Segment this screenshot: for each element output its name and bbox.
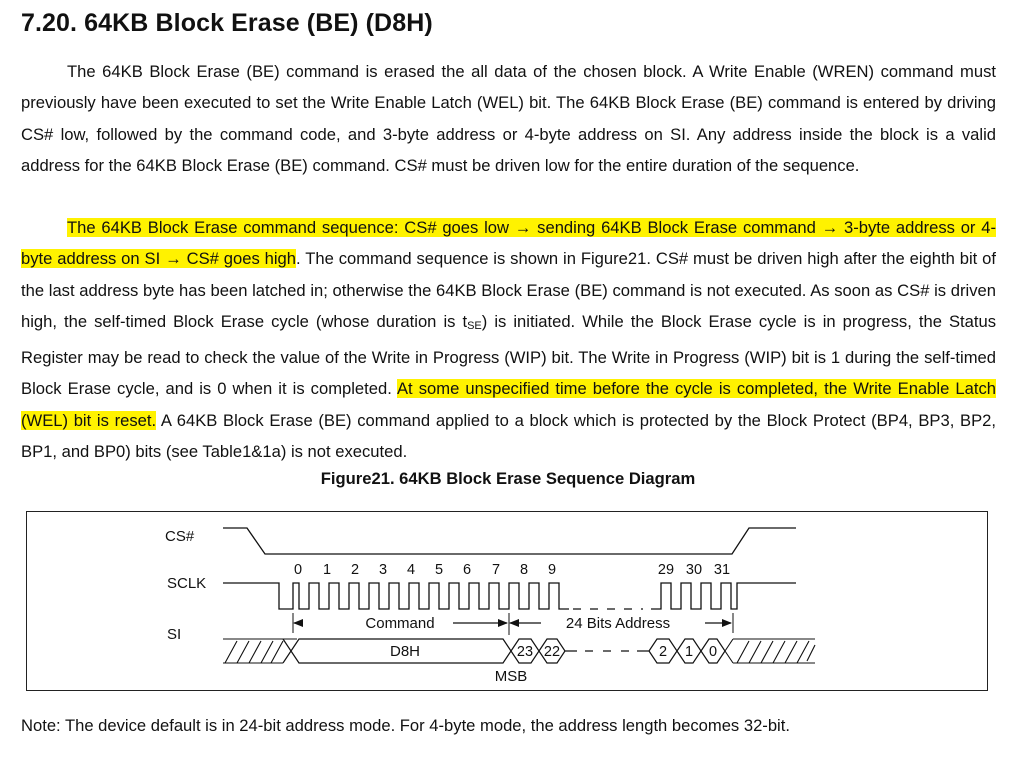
paragraph-text: . The command sequence is shown in Figure21. CS# must be driven high after the eighth bit of the last address byte has been latched in; otherwise the 64KB Block Erase (BE) command is not executed. As soon as CS# is driven high, the self-timed Block Erase cycle (whose duration is t [21,249,996,331]
timing-diagram [26,511,988,691]
clock-number: 30 [685,562,703,578]
clock-number: 3 [378,562,388,578]
clock-number: 9 [547,562,557,578]
clock-number: 2 [350,562,360,578]
si-signal-label: SI [167,626,182,643]
highlight-wel-reset: At some unspecified time before the cycle is completed, the Write Enable Latch (WEL) bit is reset. [21,379,996,430]
address-label: 24 Bits Address [565,615,671,632]
address-bit-label: 22 [543,644,561,660]
paragraph-text: A 64KB Block Erase (BE) command applied to a block which is protected by the Block Protect (BP4, BP3, BP2, BP1, and BP0) bits (see Table1&1a) is not executed. [21,410,996,462]
clock-number-labels [294,562,730,578]
opcode-label: D8H [389,643,421,660]
si-dont-care-right [725,639,815,663]
clock-number: 0 [293,562,303,578]
address-bit-label: 2 [658,644,668,660]
section-heading: 7.20. 64KB Block Erase (BE) (D8H) [21,9,433,37]
clock-number: 8 [519,562,529,578]
clock-number: 29 [657,562,675,578]
footnote: Note: The device default is in 24-bit address mode. For 4-byte mode, the address length becomes 32-bit. [21,716,790,735]
clock-number: 5 [434,562,444,578]
msb-label: MSB [494,668,528,685]
figure-caption: Figure21. 64KB Block Erase Sequence Diagram [320,469,696,488]
subscript-se: SE [467,319,482,332]
description-paragraph: The 64KB Block Erase (BE) command is erased the all data of the chosen block. A Write Enable (WREN) command must previously have been executed to set the Write Enable Latch (WEL) bit. The 64KB Block Erase (BE) command is entered by driving CS# low, followed by the command code, and 3-byte address or 4-byte address on SI. Any address inside the block is a valid address for the 64KB Block Erase (BE) command. CS# must be driven low for the entire duration of the sequence. [21,62,996,175]
address-bit-label: 1 [684,644,694,660]
sclk-waveform-end [651,583,796,609]
clock-number: 7 [491,562,501,578]
clock-number: 1 [322,562,332,578]
highlight-sequence: The 64KB Block Erase command sequence: CS# goes low → sending 64KB Block Erase command → 3-byte address or 4-byte address on SI → CS# goes high [21,218,996,269]
clock-number: 31 [713,562,731,578]
sclk-signal-label: SCLK [167,575,207,592]
sclk-waveform [223,583,569,609]
address-bit-label: 23 [516,644,534,660]
paragraph-text: ) is initiated. While the Block Erase cycle is in progress, the Status Register may be read to check the value of the Write in Progress (WIP) bit. The Write in Progress (WIP) bit is 1 during the self-timed Block Erase cycle, and is 0 when it is completed. [21,311,996,399]
timing-diagram-svg [1,1,1016,765]
clock-number: 6 [462,562,472,578]
cs-signal-label: CS# [165,528,195,545]
command-label: Command [365,615,435,632]
address-bit-label: 0 [708,644,718,660]
cs-waveform [223,528,796,554]
clock-number: 4 [406,562,416,578]
